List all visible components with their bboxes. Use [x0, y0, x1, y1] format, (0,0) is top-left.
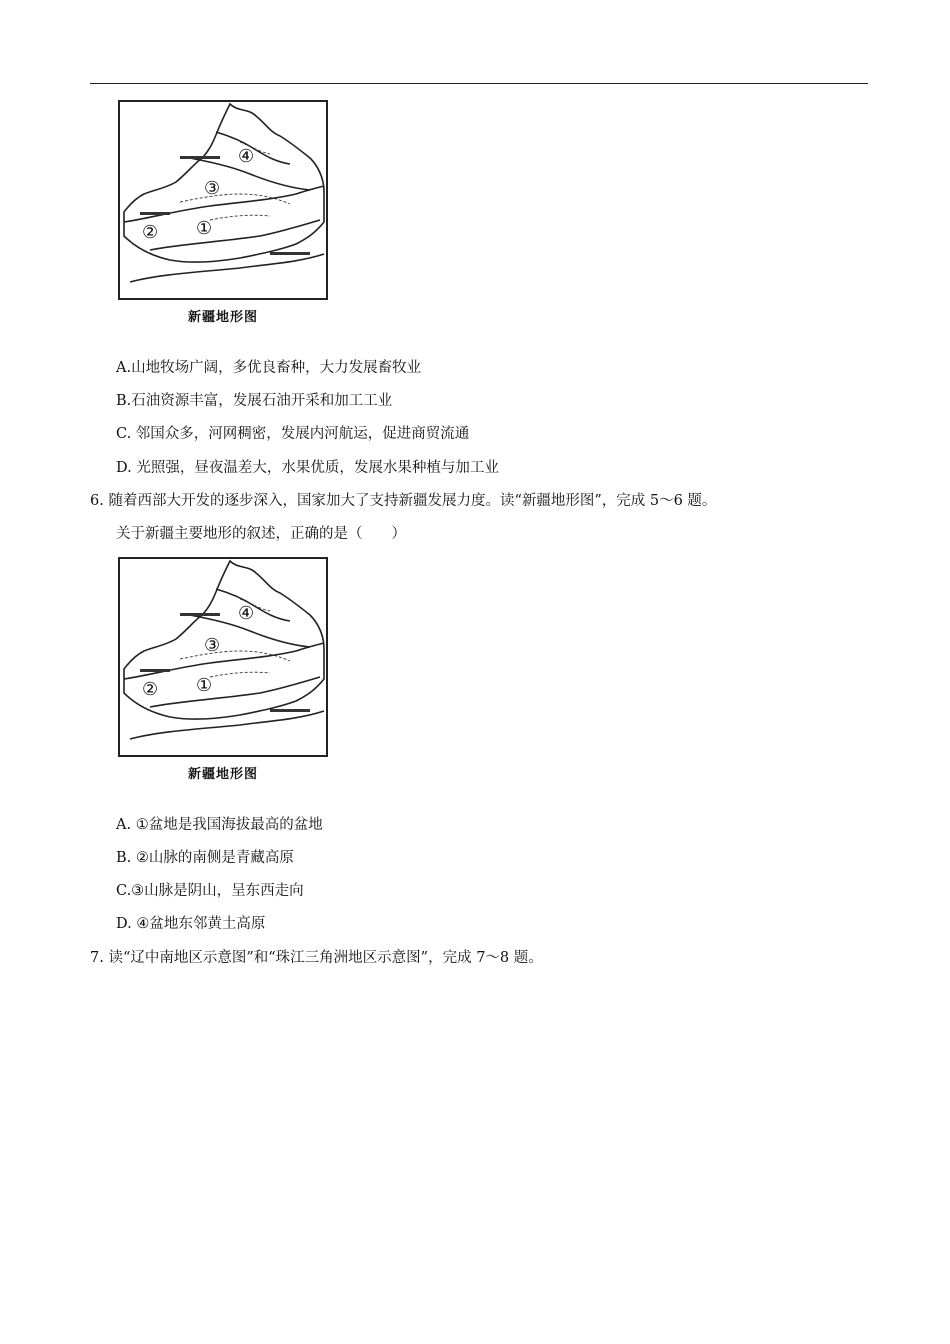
xinjiang-map-2: [118, 557, 328, 757]
xinjiang-map-1: [118, 100, 328, 300]
q5-option-c: C. 邻国众多，河网稠密，发展内河航运，促进商贸流通: [116, 426, 470, 442]
q7-intro: 7. 读“辽中南地区示意图”和“珠江三角洲地区示意图”，完成 7～8 题。: [90, 950, 543, 966]
label-1: ①: [196, 675, 213, 696]
q6-intro: 6. 随着西部大开发的逐步深入，国家加大了支持新疆发展力度。读“新疆地形图”，完成 5～6 题。: [90, 493, 717, 509]
xinjiang-map-figure-1: [118, 100, 328, 325]
map-caption-2: 新疆地形图: [187, 767, 258, 782]
header-rule: [90, 83, 868, 84]
q6-option-d: D. ④盆地东邻黄土高原: [116, 916, 266, 932]
q6-option-b: B. ②山脉的南侧是青藏高原: [116, 850, 294, 866]
label-4: ④: [238, 146, 255, 167]
q6-option-c: C.③山脉是阴山，呈东西走向: [116, 883, 304, 899]
q6-stem: 关于新疆主要地形的叙述，正确的是（ ）: [116, 526, 406, 542]
label-2: ②: [142, 679, 159, 700]
xinjiang-terrain-drawing: [120, 102, 326, 298]
map-caption-1: 新疆地形图: [187, 310, 258, 325]
q6-option-a: A. ①盆地是我国海拔最高的盆地: [116, 817, 323, 833]
xinjiang-terrain-drawing: [120, 559, 326, 755]
label-3: ③: [204, 635, 221, 656]
label-4: ④: [238, 603, 255, 624]
label-3: ③: [204, 178, 221, 199]
q5-option-a: A.山地牧场广阔，多优良畜种，大力发展畜牧业: [116, 360, 422, 376]
q5-option-d: D. 光照强，昼夜温差大，水果优质，发展水果种植与加工业: [116, 460, 499, 476]
xinjiang-map-figure-2: [118, 557, 328, 782]
label-2: ②: [142, 222, 159, 243]
label-1: ①: [196, 218, 213, 239]
q5-option-b: B.石油资源丰富，发展石油开采和加工工业: [116, 393, 393, 409]
